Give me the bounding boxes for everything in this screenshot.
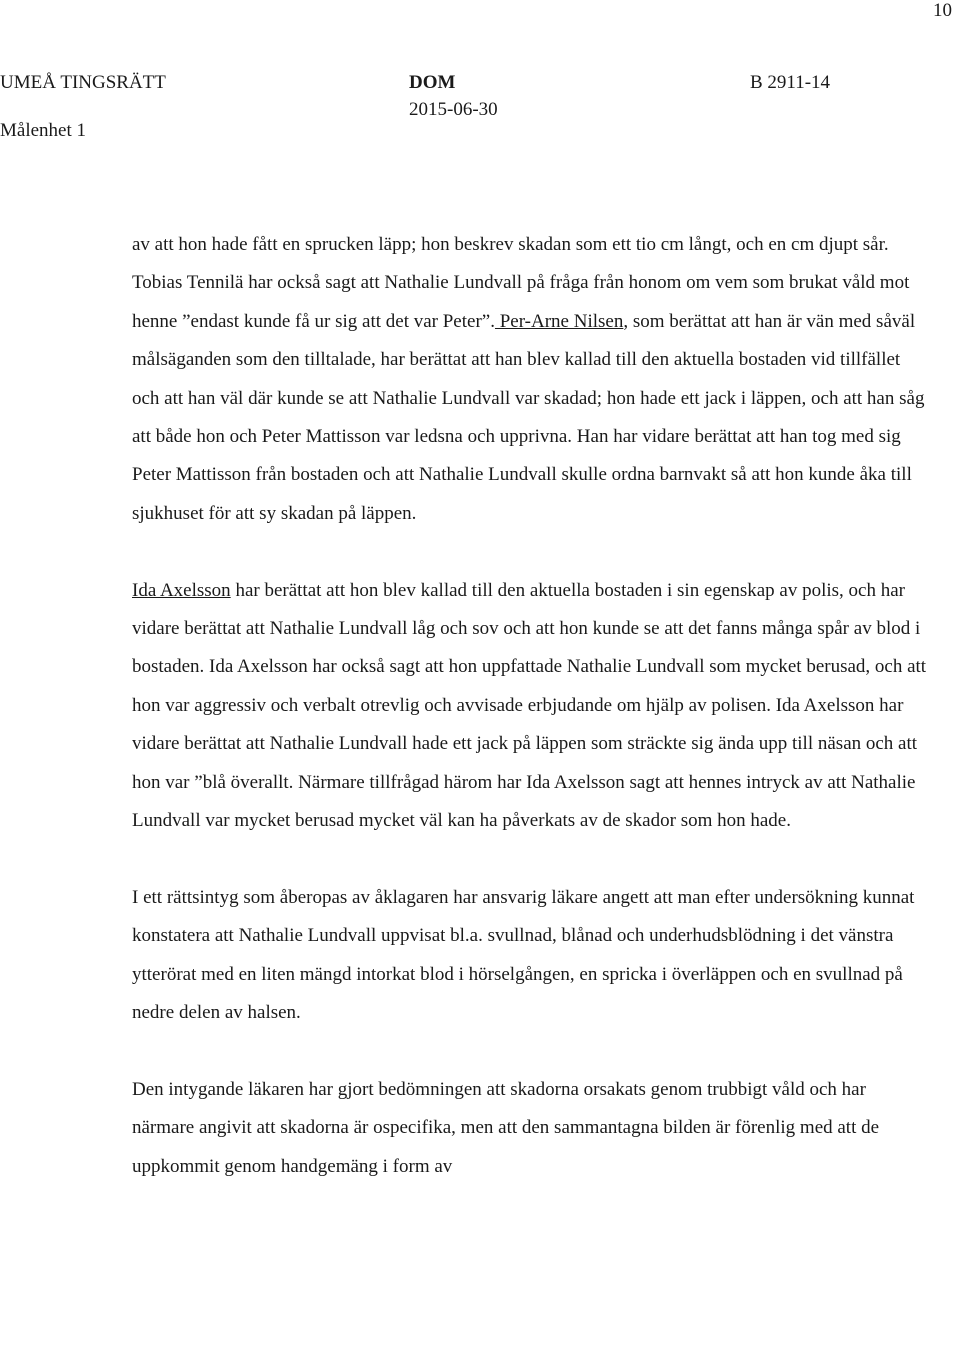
document-date: 2015-06-30 [409, 99, 498, 120]
witness-name: Ida Axelsson [132, 579, 231, 601]
court-name: UMEÅ TINGSRÄTT [0, 72, 166, 93]
paragraph-lead-text: av att hon hade fått en sprucken läpp; hon beskrev skadan som ett tio cm långt, och en cm djupt sår. Tobias Tennilä har också sagt att Nathalie Lundvall på fråga från honom om vem som brukat våld mot henne ”endast kunde få ur sig att det var Peter”. [132, 234, 910, 332]
page-number: 10 [933, 0, 952, 21]
paragraph-witness-axelsson [132, 572, 932, 841]
court-unit: Målenhet 1 [0, 120, 87, 141]
document-body [132, 226, 932, 1186]
case-number: B 2911-14 [750, 72, 831, 93]
paragraph-witness-nilsen [132, 226, 932, 533]
witness-name: Per-Arne Nilsen [494, 310, 624, 332]
paragraph-text: har berättat att hon blev kallad till den aktuella bostaden i sin egenskap av polis, och har vidare berättat att Nathalie Lundvall låg och sov och att hon kunde se att det fanns många spår av blod i bostaden. Ida Axelsson har också sagt att hon uppfattade Nathalie Lundvall som mycket berusad, och att hon var aggressiv och verbalt otrevlig och avvisade erbjudande om hjälp av polisen. Ida Axelsson har vidare berättat att Nathalie Lundvall hade ett jack på läppen som sträckte sig ända upp till näsan och att hon var ”blå överallt. Närmare tillfrågad härom har Ida Axelsson sagt att hennes intryck av att Nathalie Lundvall var mycket berusad mycket väl kan ha påverkats av de skador som hon hade. [132, 579, 927, 832]
paragraph-text: , som berättat att han är vän med såväl målsäganden som den tilltalade, har berättat att han blev kallad till den aktuella bostaden vid tillfället och att han väl där kunde se att Nathalie Lundvall var skadad; hon hade ett jack i läppen, och att han såg att både hon och Peter Mattisson var ledsna och upprivna. Han har vidare berättat att han tog med sig Peter Mattisson från bostaden och att Nathalie Lundvall skulle ordna barnvakt så att hon kunde åka till sjukhuset för att sy skadan på läppen. [132, 310, 925, 524]
paragraph-doctor-assessment: Den intygande läkaren har gjort bedömningen att skadorna orsakats genom trubbigt våld och har närmare angivit att skadorna är ospecifika, men att den sammantagna bilden är förenlig med att de uppkommit genom handgemäng i form av [132, 1078, 880, 1177]
paragraph-medical-certificate: I ett rättsintyg som åberopas av åklagaren har ansvarig läkare angett att man efter undersökning kunnat konstatera att Nathalie Lundvall uppvisat bl.a. svullnad, blånad och underhudsblödning i det vänstra ytterörat med en liten mängd intorkat blod i hörselgången, en spricka i överläppen och en svullnad på nedre delen av halsen. [132, 886, 915, 1024]
document-type: DOM [409, 72, 456, 93]
